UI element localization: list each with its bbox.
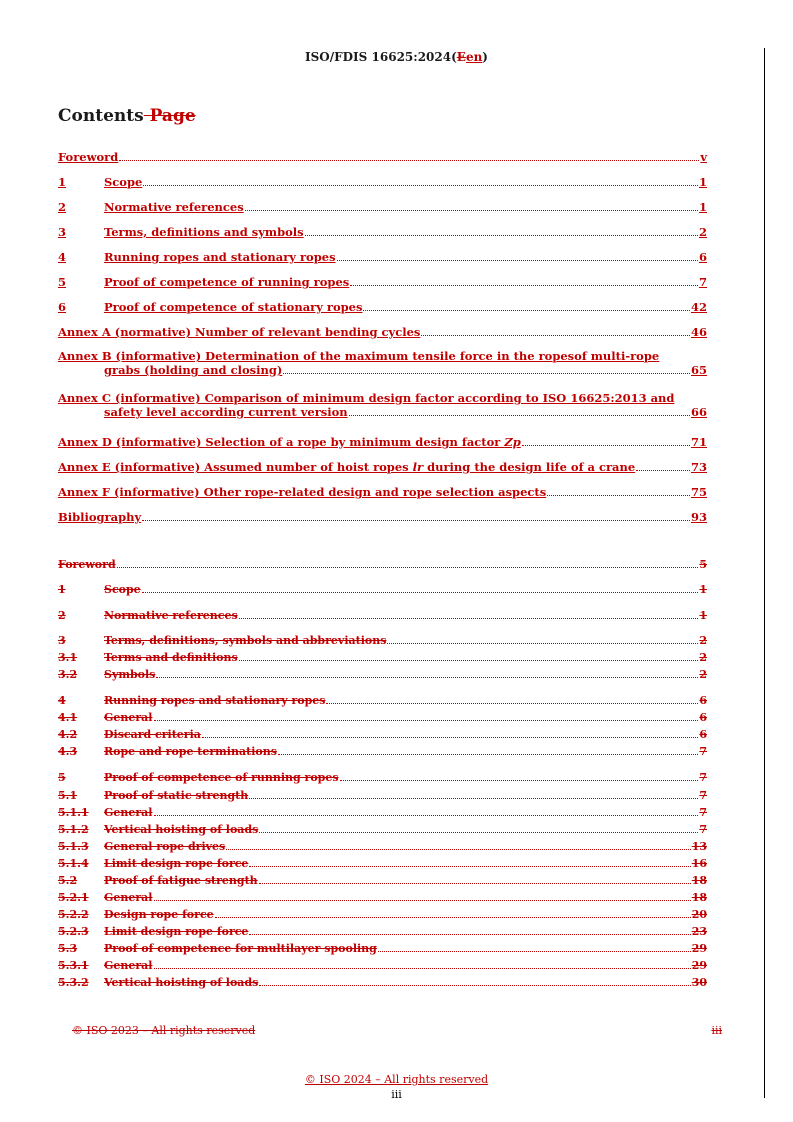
old-toc-entry[interactable]: 3.2 Symbols 2: [58, 668, 707, 681]
old-toc-entry[interactable]: 3.1 Terms and definitions 2: [58, 651, 707, 664]
toc-entry-foreword[interactable]: Foreword v: [58, 150, 707, 164]
footer-copyright: © ISO 2024 – All rights reserved: [304, 1073, 489, 1086]
toc-entry-annex-d[interactable]: Annex D (informative) Selection of a rope by minimum design factor Zp 71: [58, 435, 707, 449]
old-toc-entry[interactable]: 5.3 Proof of competence for multilayer spooling 29: [58, 942, 707, 955]
toc-entry-annex-e[interactable]: Annex E (informative) Assumed number of hoist ropes lr during the design life of a crane 73: [58, 460, 707, 474]
old-toc-entry[interactable]: 5.1.4 Limit design rope force 16: [58, 857, 707, 870]
old-toc-entry[interactable]: 4.1 General 6: [58, 711, 707, 724]
header-deleted: E: [456, 50, 466, 64]
toc-entry-terms[interactable]: 3 Terms, definitions and symbols 2: [58, 225, 707, 239]
header-base: ISO/FDIS 16625:2024(: [305, 50, 457, 64]
contents-page-deleted: Page: [143, 106, 196, 126]
toc-entry-annex-f[interactable]: Annex F (informative) Other rope-related design and rope selection aspects 75: [58, 485, 707, 499]
contents-title: Contents: [58, 106, 144, 126]
old-toc-entry[interactable]: Foreword 5: [58, 558, 707, 571]
toc-entry-annex-c[interactable]: Annex C (informative) Comparison of minimum design factor according to ISO 16625:2013 and safety level according current version 66: [58, 391, 707, 419]
old-toc-entry[interactable]: 5.1.1 General 7: [58, 806, 707, 819]
toc-entry-annex-b[interactable]: Annex B (informative) Determination of the maximum tensile force in the ropesof multi-rope grabs (holding and closing) 65: [58, 349, 707, 377]
toc-entry-annex-a[interactable]: Annex A (normative) Number of relevant bending cycles 46: [58, 325, 707, 339]
old-toc-entry[interactable]: 4 Running ropes and stationary ropes 6: [58, 694, 707, 707]
old-toc-entry[interactable]: 1 Scope 1: [58, 583, 707, 596]
old-toc-entry[interactable]: 5.2.2 Design rope force 20: [58, 908, 707, 921]
toc-entry-proof-running[interactable]: 5 Proof of competence of running ropes 7: [58, 275, 707, 289]
old-toc-entry[interactable]: 5.2.1 General 18: [58, 891, 707, 904]
old-toc-entry[interactable]: 5 Proof of competence of running ropes 7: [58, 771, 707, 784]
header-inserted: en: [465, 50, 483, 64]
old-footer-copyright: © ISO 2023 – All rights reserved: [72, 1024, 256, 1037]
contents-heading: [58, 106, 196, 126]
toc-entry-running-ropes[interactable]: 4 Running ropes and stationary ropes 6: [58, 250, 707, 264]
old-toc-entry[interactable]: 5.1.2 Vertical hoisting of loads 7: [58, 823, 707, 836]
header-close: ): [482, 50, 488, 64]
old-toc-entry[interactable]: 5.2.3 Limit design rope force 23: [58, 925, 707, 938]
page-footer: [0, 1073, 793, 1101]
old-toc-entry[interactable]: 5.1 Proof of static strength 7: [58, 789, 707, 802]
old-toc-entry[interactable]: 3 Terms, definitions, symbols and abbreviations 2: [58, 634, 707, 647]
toc-entry-proof-stationary[interactable]: 6 Proof of competence of stationary ropes 42: [58, 300, 707, 314]
toc-entry-normative-references[interactable]: 2 Normative references 1: [58, 200, 707, 214]
old-toc-entry[interactable]: 5.1.3 General rope drives 13: [58, 840, 707, 853]
old-footer: [72, 1024, 722, 1037]
toc-entry-scope[interactable]: 1 Scope 1: [58, 175, 707, 189]
margin-rule: [764, 48, 765, 1098]
old-toc-entry[interactable]: 5.2 Proof of fatigue strength 18: [58, 874, 707, 887]
old-footer-page: iii: [711, 1024, 722, 1037]
footer-page-number: iii: [391, 1088, 402, 1101]
old-toc-entry[interactable]: 4.2 Discard criteria 6: [58, 728, 707, 741]
old-toc-entry[interactable]: 5.3.1 General 29: [58, 959, 707, 972]
old-toc-entry[interactable]: 2 Normative references 1: [58, 609, 707, 622]
toc-entry-bibliography[interactable]: Bibliography 93: [58, 510, 707, 524]
document-header: [0, 50, 793, 64]
old-toc-entry[interactable]: 4.3 Rope and rope terminations 7: [58, 745, 707, 758]
old-toc-entry[interactable]: 5.3.2 Vertical hoisting of loads 30: [58, 976, 707, 989]
